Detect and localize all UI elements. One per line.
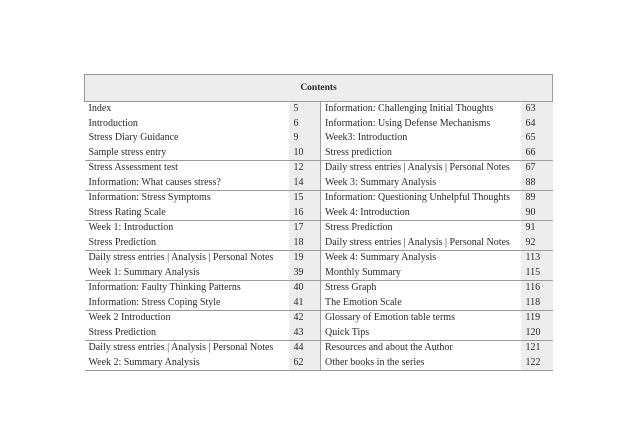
toc-row xyxy=(85,326,553,341)
toc-entry-title-left: Daily stress entries | Analysis | Personal Notes xyxy=(85,341,289,356)
toc-row xyxy=(85,341,553,356)
toc-row xyxy=(85,176,553,191)
toc-entry-page-right: 64 xyxy=(521,117,553,132)
toc-entry-page-right: 120 xyxy=(521,326,553,341)
toc-entry-title-right: Week3: Introduction xyxy=(321,131,521,146)
toc-row xyxy=(85,251,553,266)
toc-entry-title-left: Stress Rating Scale xyxy=(88,206,166,218)
toc-entry-title-right: Other books in the series xyxy=(321,356,521,371)
toc-entry-title-left: Week 2: Summary Analysis xyxy=(85,356,289,371)
toc-row xyxy=(85,161,553,176)
toc-entry-page-left: 43 xyxy=(289,326,321,341)
toc-entry-title-left: Information: Faulty Thinking Patterns xyxy=(85,281,289,296)
toc-entry-page-left: 62 xyxy=(289,356,321,371)
toc-entry-page-left: 10 xyxy=(289,146,321,161)
contents-table xyxy=(84,74,553,371)
toc-entry-page-right: 91 xyxy=(521,221,553,236)
toc-row xyxy=(85,266,553,281)
toc-entry-page-left: 9 xyxy=(289,131,321,146)
toc-entry-page-left: 41 xyxy=(289,296,321,311)
toc-entry-title-right: Quick Tips xyxy=(321,326,521,341)
toc-entry-page-right: 90 xyxy=(521,206,553,221)
toc-row xyxy=(85,281,553,296)
toc-entry-title-right: Stress prediction xyxy=(321,146,521,161)
toc-entry-page-right: 118 xyxy=(521,296,553,311)
toc-entry-title-right: Stress Graph xyxy=(321,281,521,296)
toc-entry-page-right: 66 xyxy=(521,146,553,161)
toc-entry-page-left: 40 xyxy=(289,281,321,296)
toc-row xyxy=(85,311,553,326)
contents-header-row xyxy=(85,75,553,102)
toc-row xyxy=(85,191,553,206)
contents-title: Contents xyxy=(85,75,553,102)
toc-entry-title-right: Week 3: Summary Analysis xyxy=(321,176,521,191)
toc-entry-title-right: Week 4: Introduction xyxy=(321,206,521,221)
toc-row xyxy=(85,236,553,251)
toc-entry-title-left: Information: Stress Symptoms xyxy=(85,191,289,206)
toc-entry-title-left: Information: Stress Coping Style xyxy=(88,296,221,308)
toc-entry-page-left: 44 xyxy=(289,341,321,356)
toc-entry-title-right: Information: Challenging Initial Thoughts xyxy=(321,102,521,117)
toc-row xyxy=(85,356,553,371)
toc-entry-title-left: Stress Prediction xyxy=(88,326,156,338)
toc-entry-title-left: Sample stress entry xyxy=(88,146,167,158)
toc-entry-title-left: Information: What causes stress? xyxy=(88,176,221,188)
toc-entry-title-right: Daily stress entries | Analysis | Personal Notes xyxy=(321,236,521,251)
toc-entry-title-left: Introduction xyxy=(88,117,138,129)
toc-entry-title-left: Index xyxy=(85,102,289,117)
toc-entry-title-left: Stress Assessment test xyxy=(85,161,289,176)
toc-entry-title-left: Week 2 Introduction xyxy=(85,311,289,326)
toc-entry-page-right: 121 xyxy=(521,341,553,356)
toc-entry-page-left: 12 xyxy=(289,161,321,176)
toc-entry-title-left: Daily stress entries | Analysis | Personal Notes xyxy=(85,251,289,266)
toc-entry-page-right: 122 xyxy=(521,356,553,371)
toc-entry-title-right: Information: Using Defense Mechanisms xyxy=(321,117,521,132)
toc-entry-title-left: Stress Diary Guidance xyxy=(88,132,179,144)
toc-entry-title-right: Stress Prediction xyxy=(321,221,521,236)
toc-row xyxy=(85,146,553,161)
toc-entry-page-left: 17 xyxy=(289,221,321,236)
toc-entry-page-right: 119 xyxy=(521,311,553,326)
toc-entry-page-left: 14 xyxy=(289,176,321,191)
toc-entry-page-right: 67 xyxy=(521,161,553,176)
toc-row xyxy=(85,117,553,132)
toc-entry-title-right: Resources and about the Author xyxy=(321,341,521,356)
toc-entry-page-right: 65 xyxy=(521,131,553,146)
toc-entry-page-right: 89 xyxy=(521,191,553,206)
toc-row xyxy=(85,206,553,221)
toc-entry-page-right: 63 xyxy=(521,102,553,117)
toc-entry-page-right: 113 xyxy=(521,251,553,266)
toc-entry-page-left: 39 xyxy=(289,266,321,281)
toc-entry-page-right: 92 xyxy=(521,236,553,251)
toc-row xyxy=(85,296,553,311)
toc-entry-page-right: 88 xyxy=(521,176,553,191)
toc-entry-page-left: 15 xyxy=(289,191,321,206)
toc-entry-title-right: Daily stress entries | Analysis | Personal Notes xyxy=(321,161,521,176)
contents-body xyxy=(85,102,553,371)
toc-entry-title-right: Week 4: Summary Analysis xyxy=(321,251,521,266)
toc-entry-title-right: Glossary of Emotion table terms xyxy=(321,311,521,326)
toc-entry-page-left: 18 xyxy=(289,236,321,251)
toc-entry-title-left: Stress Prediction xyxy=(88,236,156,248)
toc-entry-page-left: 6 xyxy=(289,117,321,132)
toc-entry-title-left: Week 1: Summary Analysis xyxy=(88,266,200,278)
toc-entry-page-left: 5 xyxy=(289,102,321,117)
toc-entry-page-right: 115 xyxy=(521,266,553,281)
toc-entry-title-right: The Emotion Scale xyxy=(321,296,521,311)
toc-entry-page-right: 116 xyxy=(521,281,553,296)
toc-row xyxy=(85,102,553,117)
toc-entry-title-right: Information: Questioning Unhelpful Thoughts xyxy=(321,191,521,206)
toc-entry-page-left: 19 xyxy=(289,251,321,266)
toc-entry-title-right: Monthly Summary xyxy=(321,266,521,281)
toc-row xyxy=(85,221,553,236)
toc-entry-title-left: Week 1: Introduction xyxy=(85,221,289,236)
toc-entry-page-left: 42 xyxy=(289,311,321,326)
toc-row xyxy=(85,131,553,146)
toc-entry-page-left: 16 xyxy=(289,206,321,221)
